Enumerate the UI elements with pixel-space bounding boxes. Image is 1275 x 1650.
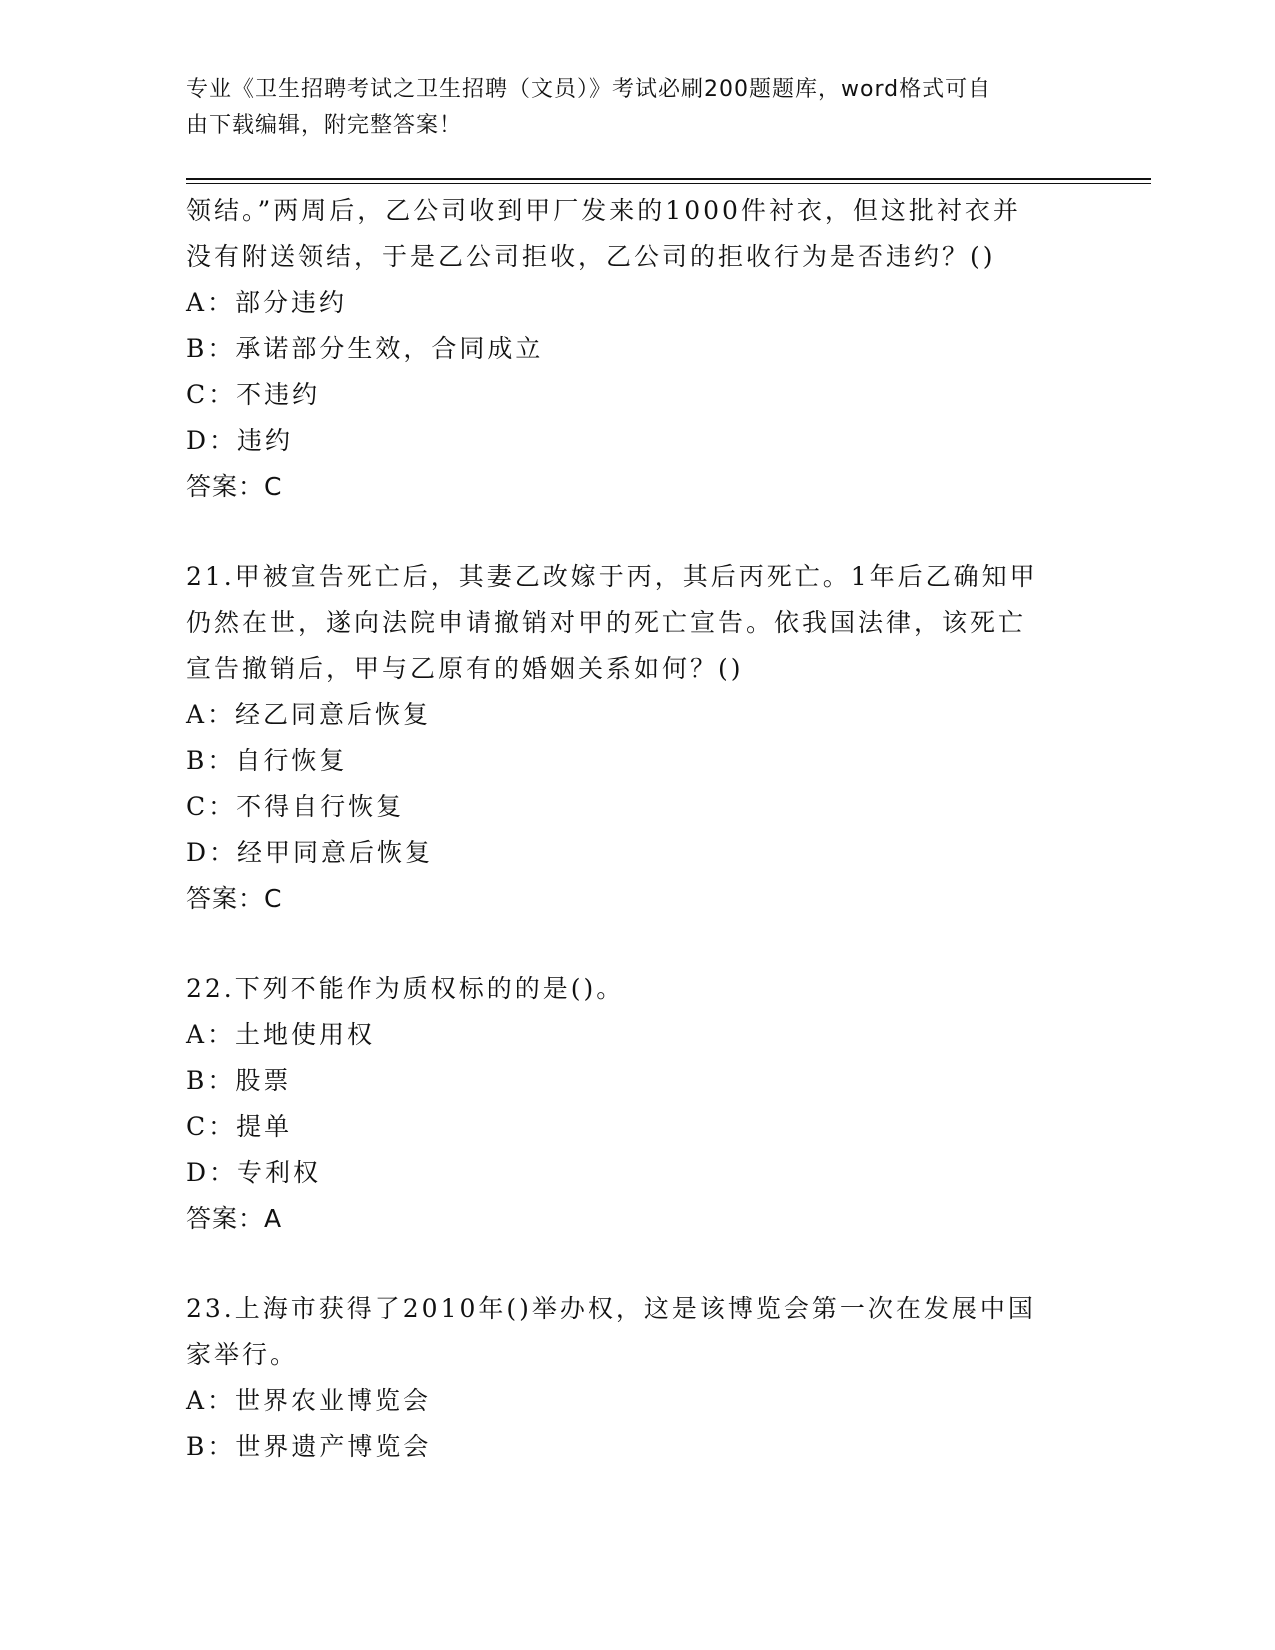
header-rule-thin xyxy=(186,183,1151,184)
header-rule-thick xyxy=(186,178,1151,180)
option-a: A：世界农业博览会 xyxy=(186,1386,432,1415)
option-d: D：经甲同意后恢复 xyxy=(186,838,434,867)
option-a: A：经乙同意后恢复 xyxy=(186,700,432,729)
question-22 xyxy=(186,966,1086,1242)
question-stem-line: 没有附送领结，于是乙公司拒收，乙公司的拒收行为是否违约？() xyxy=(186,242,996,271)
option-b: B：自行恢复 xyxy=(186,746,348,775)
question-stem-line: 22.下列不能作为质权标的的是()。 xyxy=(186,974,625,1003)
option-a: A：部分违约 xyxy=(186,288,348,317)
question-stem-line: 仍然在世，遂向法院申请撤销对甲的死亡宣告。依我国法律，该死亡 xyxy=(186,608,1027,637)
question-stem-line: 家举行。 xyxy=(186,1340,299,1369)
question-23 xyxy=(186,1286,1086,1470)
question-stem-line: 21.甲被宣告死亡后，其妻乙改嫁于丙，其后丙死亡。1年后乙确知甲 xyxy=(186,562,1038,591)
question-list xyxy=(186,188,1086,1470)
option-b: B：世界遗产博览会 xyxy=(186,1432,432,1461)
question-stem-line: 23.上海市获得了2010年()举办权，这是该博览会第一次在发展中国 xyxy=(186,1294,1036,1323)
question-21 xyxy=(186,554,1086,922)
option-d: D：专利权 xyxy=(186,1158,322,1187)
document-header xyxy=(186,72,1066,144)
option-d: D：违约 xyxy=(186,426,294,455)
option-c: C：提单 xyxy=(186,1112,293,1141)
header-line-2: 由下载编辑，附完整答案！ xyxy=(186,113,463,138)
option-c: C：不违约 xyxy=(186,380,321,409)
option-c: C：不得自行恢复 xyxy=(186,792,405,821)
question-stem-line: 宣告撤销后，甲与乙原有的婚姻关系如何？() xyxy=(186,654,744,683)
option-b: B：股票 xyxy=(186,1066,292,1095)
header-line-1: 专业《卫生招聘考试之卫生招聘（文员）》考试必刷200题题库，word格式可自 xyxy=(186,77,992,102)
question-stem-line: 领结。”两周后，乙公司收到甲厂发来的1000件衬衣，但这批衬衣并 xyxy=(186,196,1021,225)
answer: 答案：C xyxy=(186,472,283,501)
option-b: B：承诺部分生效，合同成立 xyxy=(186,334,544,363)
question-20 xyxy=(186,188,1086,510)
option-a: A：土地使用权 xyxy=(186,1020,376,1049)
answer: 答案：A xyxy=(186,1204,283,1233)
answer: 答案：C xyxy=(186,884,283,913)
